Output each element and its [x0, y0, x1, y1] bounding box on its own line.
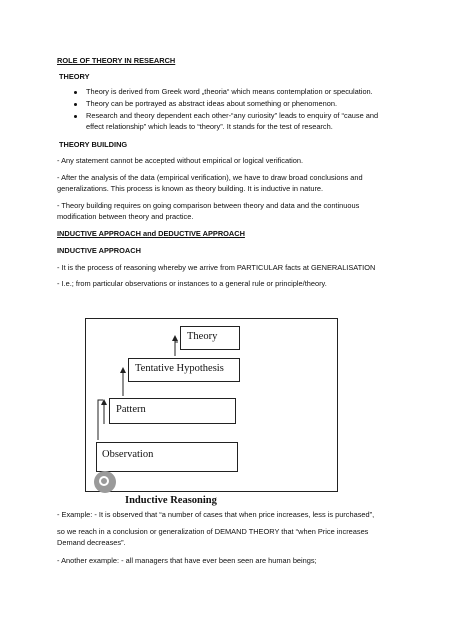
observation-box-label: Observation	[102, 449, 154, 460]
bullet-dot	[74, 103, 77, 106]
doc-title: ROLE OF THEORY IN RESEARCH	[57, 56, 176, 65]
building-line-3: generalizations. This process is known as theory building. It is inductive in nature.	[57, 184, 324, 193]
diagram-caption: Inductive Reasoning	[125, 495, 217, 506]
building-line-4: - Theory building requires on going comparison between theory and data and the continuous	[57, 201, 360, 210]
theory-bullet-3: Research and theory dependent each other-“any curiosity” leads to enquiry of “cause and	[86, 111, 379, 120]
building-heading: THEORY BUILDING	[59, 140, 128, 149]
theory-bullet-1: Theory is derived from Greek word „theoria“ which means contemplation or speculation.	[86, 87, 373, 96]
observation-box	[96, 442, 238, 472]
bullet-dot	[74, 91, 77, 94]
building-line-2: - After the analysis of the data (empirical verification), we have to draw broad conclusions and	[57, 173, 363, 182]
example-line-4: - Another example: - all managers that have ever been seen are human beings;	[57, 556, 317, 565]
inductive-line-1: - It is the process of reasoning whereby we arrive from PARTICULAR facts at GENERALISATION	[57, 263, 376, 272]
theory-box-label: Theory	[187, 331, 218, 342]
hypothesis-box-label: Tentative Hypothesis	[135, 363, 224, 374]
pattern-box	[109, 398, 236, 424]
example-line-3: Demand decreases”.	[57, 538, 126, 547]
inductive-heading: INDUCTIVE APPROACH	[57, 246, 141, 255]
pattern-box-label: Pattern	[116, 404, 146, 415]
theory-bullet-3-cont: effect relationship” which leads to “theory”. It stands for the test of research.	[86, 122, 333, 131]
hypothesis-box	[128, 358, 240, 382]
inductive-line-2: - I.e.; from particular observations or instances to a general rule or principle/theory.	[57, 279, 327, 288]
example-line-2: so we reach in a conclusion or generalization of DEMAND THEORY that “when Price increases	[57, 527, 369, 536]
arrow-observation-to-pattern	[98, 400, 103, 440]
theory-bullet-2: Theory can be portrayed as abstract ideas about something or phenomenon.	[86, 99, 338, 108]
camera-icon[interactable]	[94, 471, 116, 493]
inductive-reasoning-diagram	[85, 318, 340, 508]
building-line-5: modification between theory and practice.	[57, 212, 194, 221]
theory-heading: THEORY	[59, 72, 90, 81]
building-line-1: - Any statement cannot be accepted without empirical or logical verification.	[57, 156, 304, 165]
bullet-dot	[74, 115, 77, 118]
approach-heading: INDUCTIVE APPROACH and DEDUCTIVE APPROACH	[57, 229, 245, 238]
example-line-1: - Example: - It is observed that “a number of cases that when price increases, less is purchased”,	[57, 510, 375, 519]
theory-box	[180, 326, 240, 350]
